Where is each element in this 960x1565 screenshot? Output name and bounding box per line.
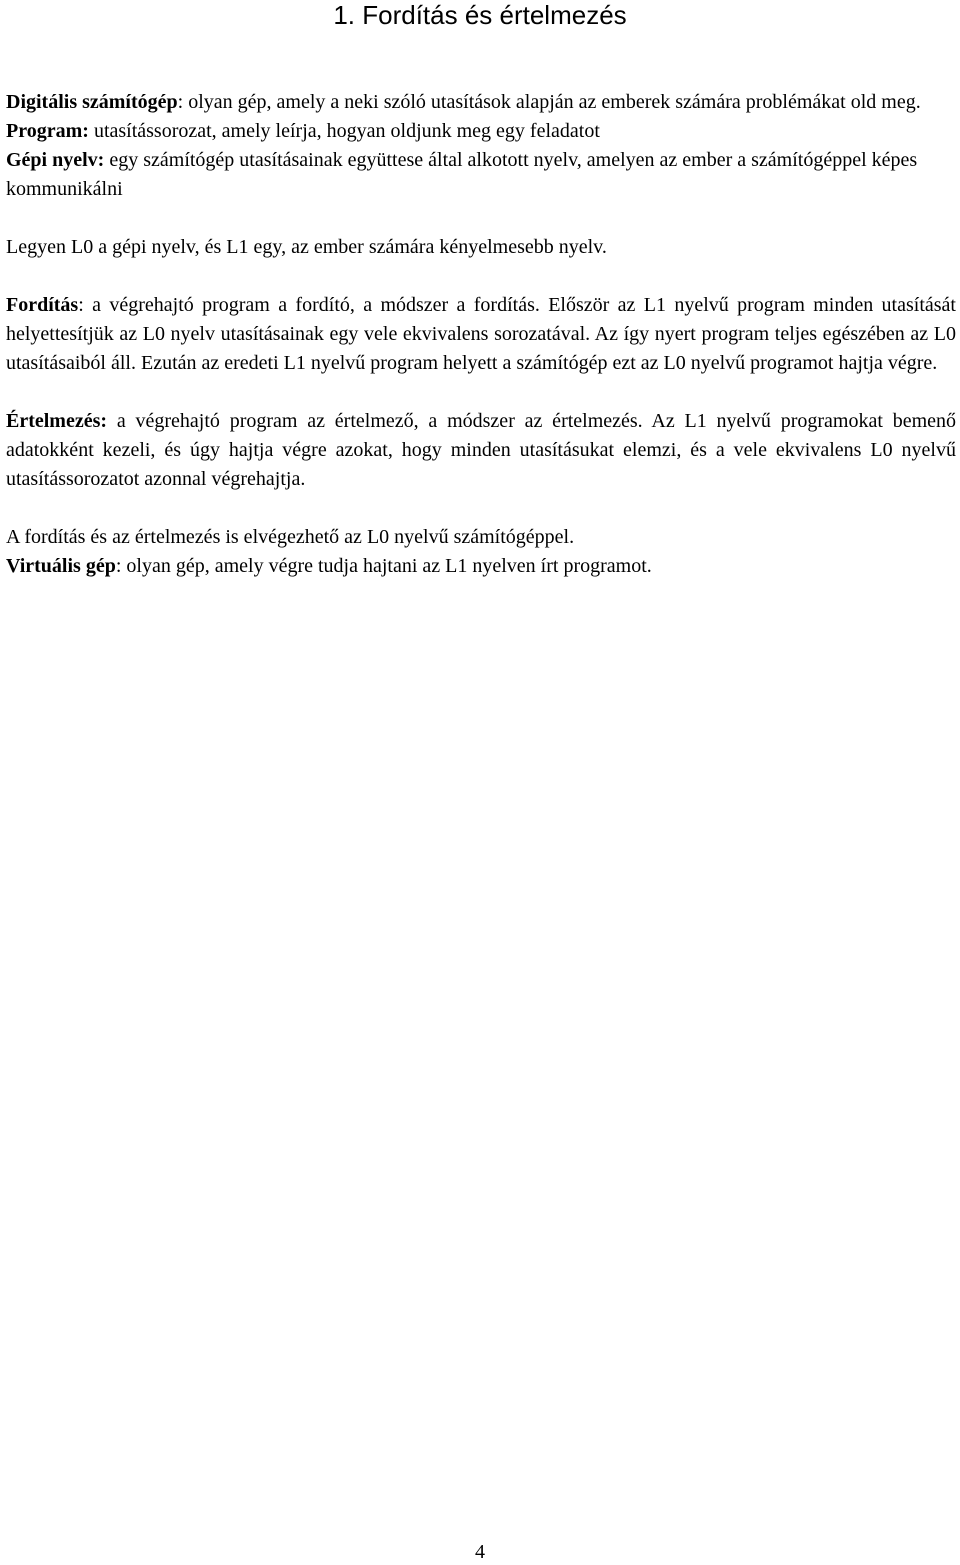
definition-term: Virtuális gép bbox=[6, 555, 116, 577]
paragraph-ertelmezes bbox=[6, 407, 956, 494]
definition-virtualis-gep bbox=[6, 552, 956, 581]
paragraph-gap bbox=[6, 204, 956, 233]
definition-text: olyan gép, amely végre tudja hajtani az L1 nyelven írt programot. bbox=[126, 555, 652, 577]
paragraph-forditas bbox=[6, 291, 956, 378]
definition-separator: : bbox=[115, 555, 127, 577]
paragraph-gap bbox=[6, 494, 956, 523]
definition-separator: : bbox=[78, 294, 93, 316]
definition-term: Fordítás bbox=[6, 294, 79, 316]
definition-text: utasítássorozat, amely leírja, hogyan oldjunk meg egy feladatot bbox=[93, 120, 600, 142]
definition-term: Értelmezés: bbox=[6, 410, 108, 432]
definition-text: egy számítógép utasításainak együttese által alkotott nyelv, amelyen az ember a számítógéppel képes kommunikálni bbox=[6, 149, 918, 200]
definition-term: Digitális számítógép bbox=[6, 91, 178, 113]
definition-separator: : bbox=[177, 91, 189, 113]
paragraph-gap bbox=[6, 262, 956, 291]
paragraph-legyen: Legyen L0 a gépi nyelv, és L1 egy, az ember számára kényelmesebb nyelv. bbox=[6, 236, 607, 258]
definition-separator bbox=[107, 410, 117, 432]
paragraph-gap bbox=[6, 378, 956, 407]
definition-text: a végrehajtó program a fordító, a módszer a fordítás. Először az L1 nyelvű program minden utasítását helyettesítjük az L0 nyelv utasításainak egy vele ekvivalens sorozatával. Az így nyert program teljes egészében az L0 utasításaiból áll. Ezután az eredeti L1 nyelvű program helyett a számítógép ezt az L0 nyelvű programot hajtja végre. bbox=[6, 294, 956, 374]
definition-digitalis-szamitogep bbox=[6, 88, 956, 117]
paragraph-closing: A fordítás és az értelmezés is elvégezhető az L0 nyelvű számítógéppel. bbox=[6, 526, 575, 548]
definition-term: Gépi nyelv: bbox=[6, 149, 105, 171]
definition-gepi-nyelv bbox=[6, 146, 956, 204]
document-body bbox=[6, 88, 956, 581]
page-number: 4 bbox=[475, 1541, 485, 1563]
page-title: 1. Fordítás és értelmezés bbox=[333, 0, 627, 30]
definition-text: a végrehajtó program az értelmező, a módszer az értelmezés. Az L1 nyelvű programokat bemenő adatokként kezeli, és úgy hajtja végre azokat, hogy minden utasításukat elemzi, és a vele ekvivalens L0 nyelvű utasítássorozatot azonnal végrehajtja. bbox=[6, 410, 957, 490]
definition-term: Program: bbox=[6, 120, 89, 142]
definition-text: olyan gép, amely a neki szóló utasítások alapján az emberek számára problémákat old meg. bbox=[188, 91, 921, 113]
definition-program bbox=[6, 117, 956, 146]
